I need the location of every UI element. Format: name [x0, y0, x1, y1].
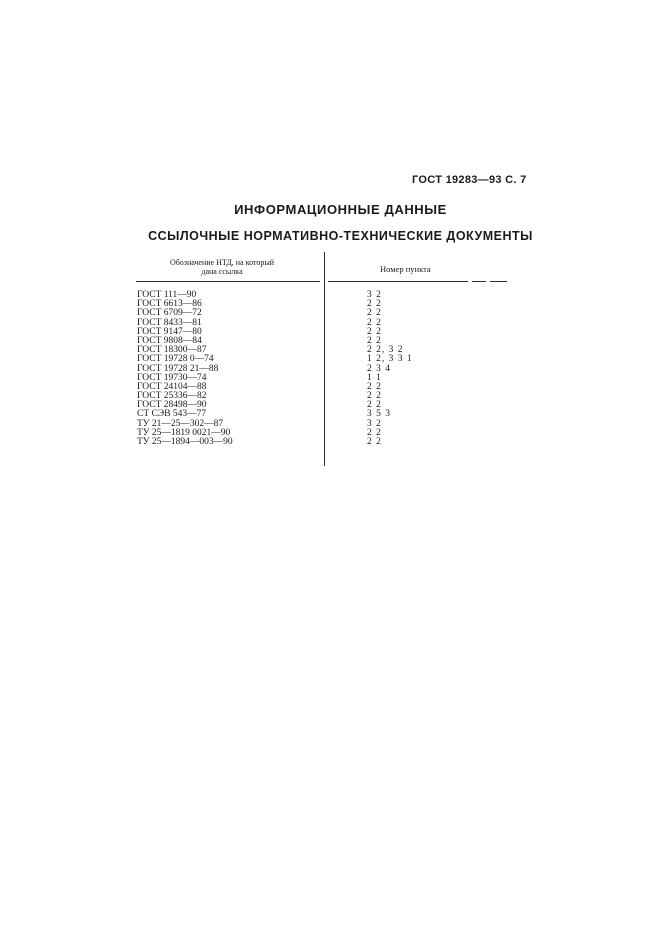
item-number: 2 2	[367, 381, 382, 392]
item-number: 3 2	[367, 290, 382, 300]
item-number: 2 2	[367, 427, 382, 438]
document-code: ГОСТ 18300—87	[137, 345, 207, 356]
document-code: СТ СЭВ 543—77	[137, 409, 207, 420]
document-code: ГОСТ 8433—81	[137, 317, 202, 328]
item-number: 2 2	[367, 299, 382, 310]
document-code: ГОСТ 19728 0—74	[137, 354, 214, 365]
section-title: ССЫЛОЧНЫЕ НОРМАТИВНО-ТЕХНИЧЕСКИЕ ДОКУМЕНТЫ	[148, 229, 533, 243]
item-number: 2 2	[367, 400, 382, 411]
table-row	[0, 392, 661, 401]
document-code: ТУ 25—1819 0021—90	[137, 427, 231, 438]
document-code: ГОСТ 9147—80	[137, 326, 202, 337]
table-row	[0, 319, 661, 328]
header-rule-dash	[472, 281, 486, 282]
document-code: ГОСТ 19728 21—88	[137, 363, 219, 374]
item-number: 2 2	[367, 326, 382, 337]
table-row	[0, 291, 661, 300]
item-number: 2 2, 3 2	[367, 345, 404, 356]
item-number: 1 1	[367, 372, 382, 383]
document-code: ГОСТ 24104—88	[137, 381, 207, 392]
item-number: 3 5 3	[367, 409, 391, 420]
table-row	[0, 309, 661, 318]
item-number: 2 2	[367, 317, 382, 328]
document-code: ГОСТ 25336—82	[137, 391, 207, 402]
document-code: ГОСТ 28498—90	[137, 400, 207, 411]
column-header-document: Обозначение НТД, на который дана ссылка	[169, 258, 275, 276]
document-title: ИНФОРМАЦИОННЫЕ ДАННЫЕ	[234, 202, 447, 217]
item-number: 2 3 4	[367, 363, 391, 374]
document-code: ТУ 25—1894—003—90	[137, 437, 233, 447]
column-header-item: Номер пункта	[380, 264, 431, 274]
document-code: ГОСТ 6613—86	[137, 299, 202, 310]
page-header: ГОСТ 19283—93 С. 7	[412, 174, 527, 186]
table-row	[0, 410, 661, 419]
item-number: 2 2	[367, 391, 382, 402]
table-row	[0, 420, 661, 429]
table-row	[0, 429, 661, 438]
table-row	[0, 346, 661, 355]
table-row	[0, 300, 661, 309]
item-number: 2 2	[367, 335, 382, 346]
header-rule-left	[136, 281, 320, 282]
table-row	[0, 337, 661, 346]
document-code: ГОСТ 19730—74	[137, 372, 207, 383]
document-code: ТУ 21—25—302—87	[137, 418, 224, 429]
table-row	[0, 374, 661, 383]
reference-table	[0, 291, 661, 447]
table-row	[0, 355, 661, 364]
table-row	[0, 365, 661, 374]
header-rule-dash	[490, 281, 507, 282]
item-number: 1 2, 3 3 1	[367, 354, 413, 365]
item-number: 3 2	[367, 418, 382, 429]
item-number: 2 2	[367, 308, 382, 319]
item-number: 2 2	[367, 437, 382, 447]
document-code: ГОСТ 111—90	[137, 290, 197, 300]
table-row	[0, 438, 661, 447]
document-code: ГОСТ 9808—84	[137, 335, 202, 346]
table-row	[0, 328, 661, 337]
document-code: ГОСТ 6709—72	[137, 308, 202, 319]
table-row	[0, 401, 661, 410]
table-row	[0, 383, 661, 392]
header-rule-right	[328, 281, 468, 282]
